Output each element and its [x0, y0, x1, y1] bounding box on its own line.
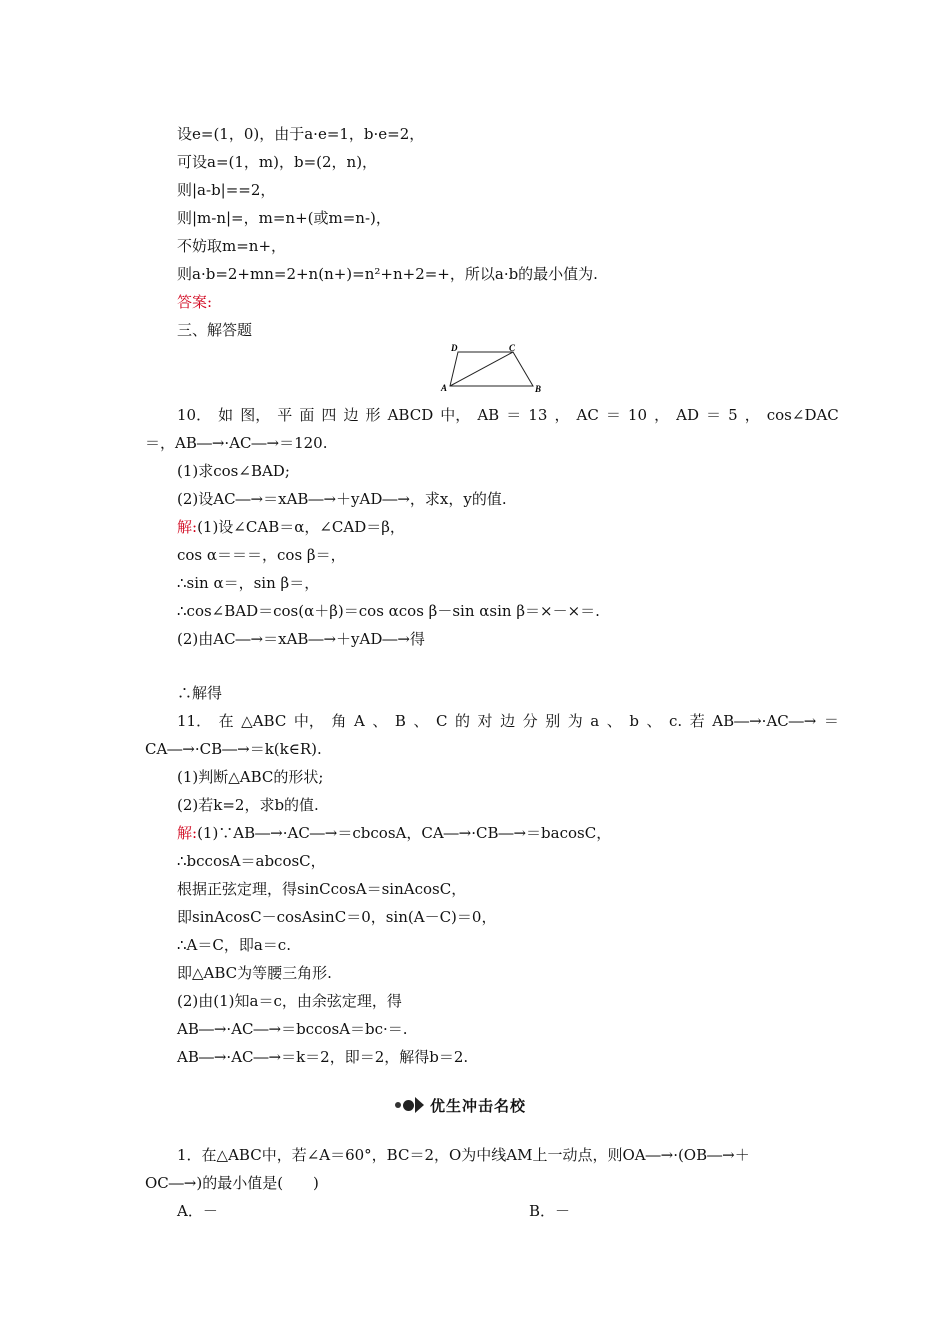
- q10-part2: (2)设AC―→＝xAB―→＋yAD―→，求x，y的值.: [177, 490, 507, 508]
- vertex-label-c: C: [509, 343, 516, 353]
- q11-solution-line: 即△ABC为等腰三角形.: [177, 964, 332, 982]
- q10-stem-line1: 10． 如 图， 平 面 四 边 形 ABCD 中， AB ＝ 13 ， AC ＝ 10 ， AD ＝ 5 ， cos∠DAC: [177, 406, 839, 424]
- vertex-label-d: D: [451, 343, 458, 353]
- solution-label: 解:: [177, 518, 198, 536]
- text-line: 则|m-n|=，m=n+(或m=n-)，: [177, 209, 391, 227]
- q11-stem-line1: 11． 在 △ABC 中， 角 A 、 B 、 C 的 对 边 分 别 为 a 、 b 、 c. 若 AB―→·AC―→ ＝: [177, 712, 839, 730]
- vertex-label-a: A: [441, 383, 448, 393]
- section-banner: [395, 1094, 565, 1116]
- q10-solution-line: ∴cos∠BAD＝cos(α＋β)＝cos αcos β－sin αsin β＝×－×＝.: [177, 602, 600, 620]
- banner-bullet-icon: [395, 1097, 424, 1113]
- q10-solution-line: ∴解得: [177, 684, 223, 702]
- q11-solution-line: 即sinAcosC－cosAsinC＝0，sin(A－C)＝0，: [177, 908, 497, 926]
- q10-solution-line: cos α＝＝＝，cos β＝，: [177, 546, 346, 564]
- banner-title: 优生冲击名校: [430, 1096, 527, 1115]
- q11-solution-line: 根据正弦定理，得sinCcosA＝sinAcosC，: [177, 880, 467, 898]
- q11-solution-line: AB―→·AC―→＝bccosA＝bc·＝.: [177, 1020, 408, 1038]
- text-line: 则|a-b|==2，: [177, 181, 276, 199]
- text-line: 不妨取m=n+，: [177, 237, 287, 255]
- option-b: B．－: [529, 1202, 571, 1220]
- q10-solution-line: (2)由AC―→＝xAB―→＋yAD―→得: [177, 630, 425, 648]
- q11-part2: (2)若k=2，求b的值.: [177, 796, 319, 814]
- q10-solution-line: ∴sin α＝，sin β＝，: [177, 574, 320, 592]
- q11-stem-line2: CA―→·CB―→＝k(k∈R).: [145, 740, 322, 758]
- text-line: 则a·b=2+mn=2+n(n+)=n²+n+2=+，所以a·b的最小值为.: [177, 265, 598, 283]
- solution-label: 解:: [177, 824, 198, 842]
- q11-solution-line: (2)由(1)知a＝c，由余弦定理，得: [177, 992, 402, 1010]
- answer-label: 答案:: [177, 293, 213, 311]
- text-line: 可设a=(1，m)，b=(2，n)，: [177, 153, 378, 171]
- q10-stem-line2: ＝，AB―→·AC―→＝120.: [145, 434, 328, 452]
- q11-solution-line: 解:(1)∵AB―→·AC―→＝cbcosA，CA―→·CB―→＝bacosC，: [177, 824, 612, 842]
- q1-stem-line2: OC―→)的最小值是( ): [145, 1174, 319, 1192]
- q11-part1: (1)判断△ABC的形状;: [177, 768, 324, 786]
- q1-stem-line1: 1．在△ABC中，若∠A＝60°，BC＝2，O为中线AM上一动点，则OA―→·(OB―→＋: [177, 1146, 750, 1164]
- option-a: A．－: [177, 1202, 218, 1220]
- q11-solution-line: AB―→·AC―→＝k＝2，即＝2，解得b＝2.: [177, 1048, 469, 1066]
- q11-solution-line: ∴bccosA＝abcosC，: [177, 852, 326, 870]
- section-title: 三、解答题: [177, 321, 253, 339]
- q10-solution-line: 解:(1)设∠CAB＝α，∠CAD＝β，: [177, 518, 405, 536]
- quadrilateral-diagram: [440, 342, 550, 398]
- q11-solution-line: ∴A＝C，即a＝c.: [177, 936, 291, 954]
- text-line: 设e=(1，0)，由于a·e=1，b·e=2，: [177, 125, 425, 143]
- q10-part1: (1)求cos∠BAD;: [177, 462, 290, 480]
- vertex-label-b: B: [535, 384, 542, 394]
